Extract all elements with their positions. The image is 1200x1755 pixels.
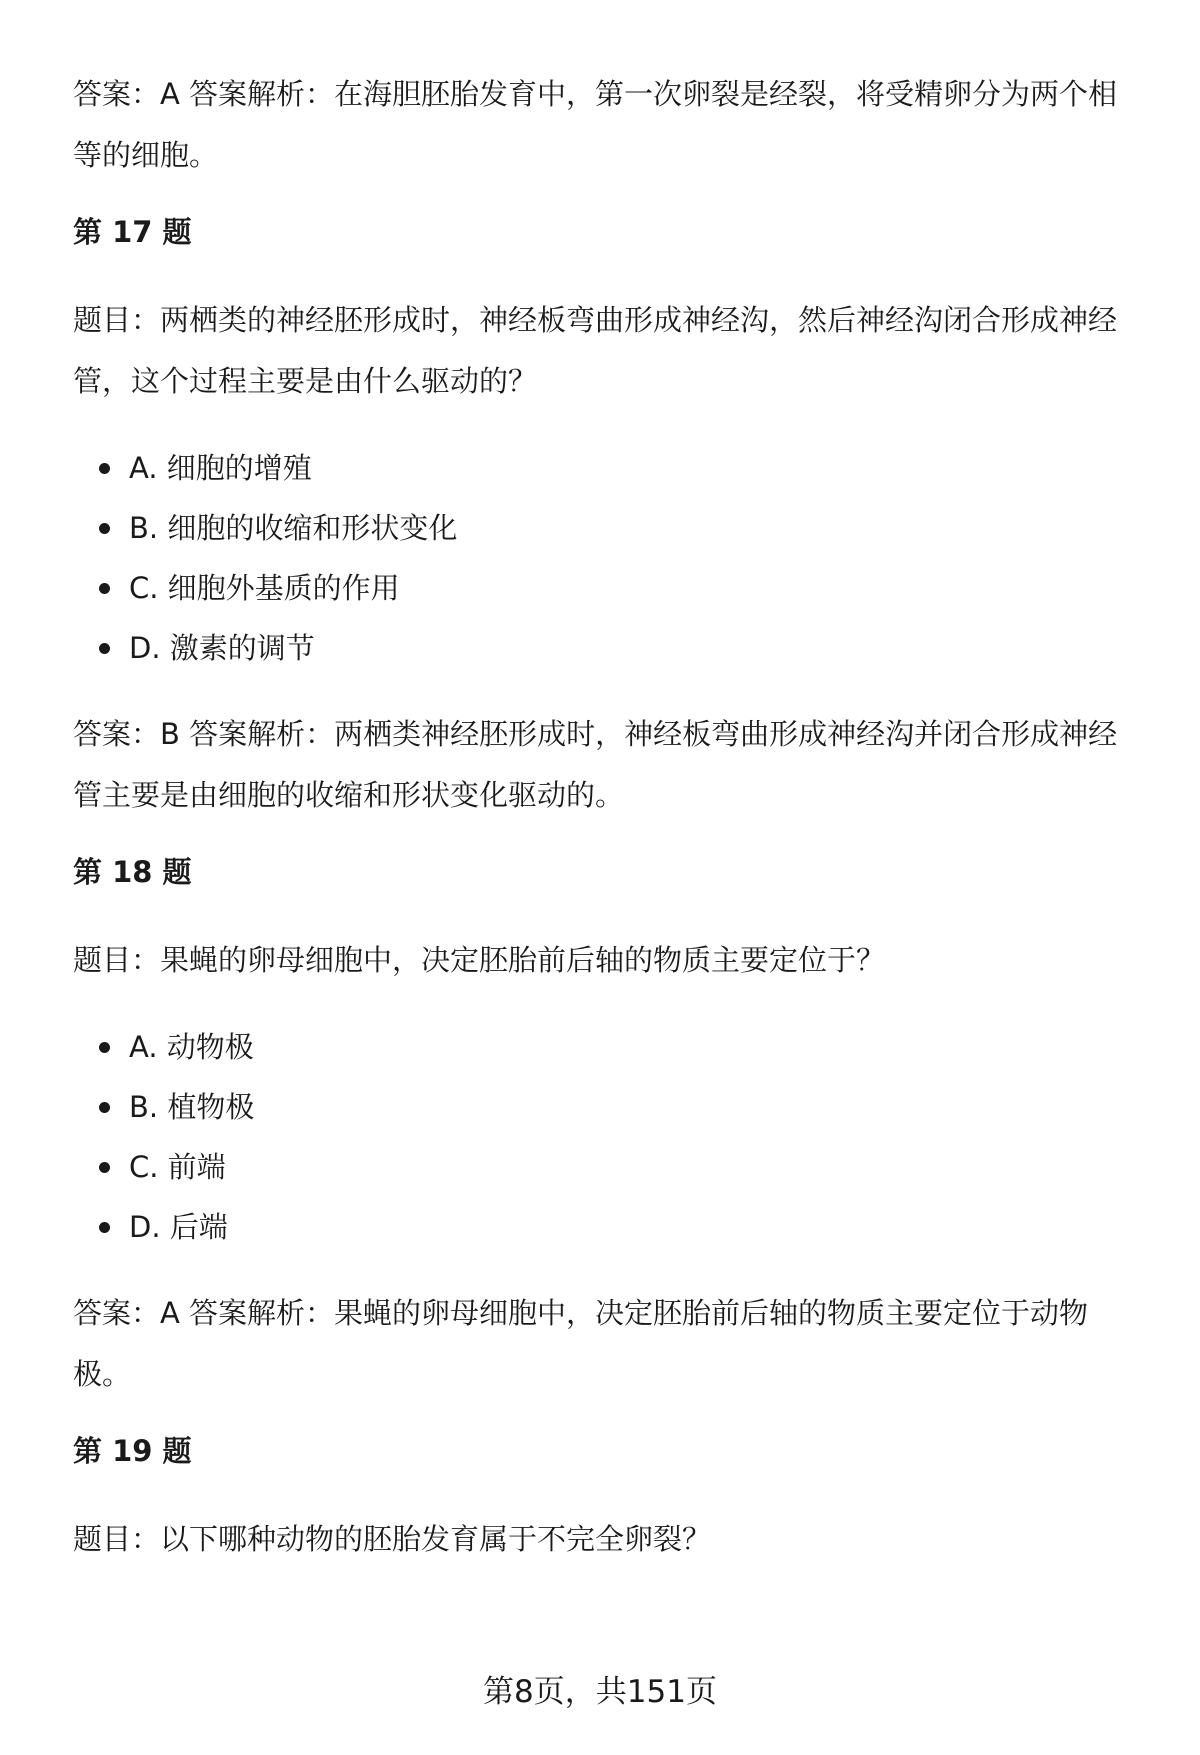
option-a (73, 1017, 1143, 1077)
option-a (73, 438, 1143, 498)
bullet-icon (99, 463, 110, 474)
option-b (73, 498, 1143, 558)
option-c (73, 1137, 1143, 1197)
bullet-icon (99, 1162, 110, 1173)
option-label: D. 后端 (129, 1210, 228, 1244)
question-19-heading: 第 19 题 (73, 1434, 192, 1468)
question-17-text: 题目：两栖类的神经胚形成时，神经板弯曲形成神经沟，然后神经沟闭合形成神经管，这个过程主要是由什么驱动的？ (73, 303, 1118, 398)
bullet-icon (99, 643, 110, 654)
answer-q18: 答案：A 答案解析：果蝇的卵母细胞中，决定胚胎前后轴的物质主要定位于动物极。 (73, 1296, 1089, 1391)
question-18-text: 题目：果蝇的卵母细胞中，决定胚胎前后轴的物质主要定位于？ (73, 943, 886, 977)
bullet-icon (99, 523, 110, 534)
bullet-icon (99, 1042, 110, 1053)
answer-q16: 答案：A 答案解析：在海胆胚胎发育中，第一次卵裂是经裂，将受精卵分为两个相等的细胞。 (73, 77, 1118, 172)
question-18-options (73, 1017, 1143, 1257)
option-label: C. 细胞外基质的作用 (129, 571, 400, 605)
option-label: B. 细胞的收缩和形状变化 (129, 511, 458, 545)
bullet-icon (99, 1222, 110, 1233)
question-17-options (73, 438, 1143, 678)
option-d (73, 618, 1143, 678)
option-label: A. 细胞的增殖 (129, 451, 312, 485)
option-c (73, 558, 1143, 618)
option-b (73, 1077, 1143, 1137)
question-18-heading: 第 18 题 (73, 855, 192, 889)
answer-q17: 答案：B 答案解析：两栖类神经胚形成时，神经板弯曲形成神经沟并闭合形成神经管主要是由细胞的收缩和形状变化驱动的。 (73, 717, 1118, 812)
bullet-icon (99, 583, 110, 594)
option-label: D. 激素的调节 (129, 631, 315, 665)
option-d (73, 1197, 1143, 1257)
question-19-text: 题目：以下哪种动物的胚胎发育属于不完全卵裂？ (73, 1522, 712, 1556)
option-label: C. 前端 (129, 1150, 226, 1184)
document-content (73, 64, 1143, 1596)
question-17-heading: 第 17 题 (73, 215, 192, 249)
option-label: B. 植物极 (129, 1090, 255, 1124)
option-label: A. 动物极 (129, 1030, 254, 1064)
page-number-footer: 第8页，共151页 (483, 1674, 717, 1710)
bullet-icon (99, 1102, 110, 1113)
